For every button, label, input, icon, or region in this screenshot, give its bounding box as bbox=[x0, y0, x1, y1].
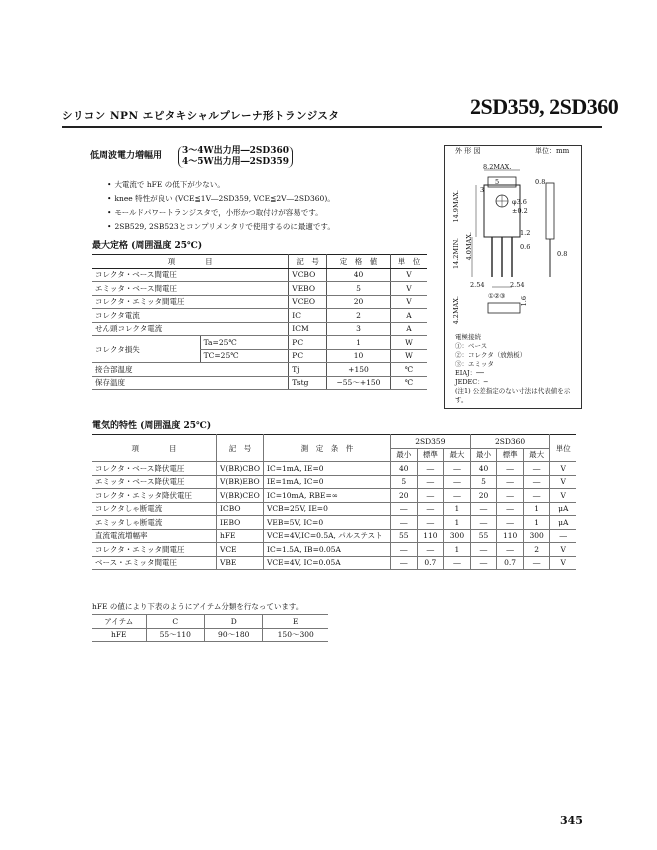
rating-symbol: Tstg bbox=[289, 376, 327, 390]
rating-item: 接合部温度 bbox=[92, 363, 289, 377]
outline-unit: 単位：mm bbox=[535, 147, 570, 155]
table-row bbox=[92, 363, 427, 377]
elec-item: ベース・エミッタ間電圧 bbox=[92, 556, 217, 570]
pin-legend bbox=[455, 333, 573, 405]
elec-unit: V bbox=[550, 489, 576, 503]
table-row bbox=[92, 615, 328, 629]
elec-item: エミッタ・ベース降伏電圧 bbox=[92, 475, 217, 489]
elec-item: エミッタしゃ断電流 bbox=[92, 516, 217, 530]
elec-value: ― bbox=[470, 516, 497, 530]
dim-3: 3 bbox=[480, 186, 485, 194]
dim-height: 14.9MAX. bbox=[452, 190, 460, 223]
pin-marks: ①②③ bbox=[488, 292, 506, 300]
elec-unit: μA bbox=[550, 502, 576, 516]
col-max: 最大 bbox=[523, 448, 550, 462]
dim-1-2: 1.2 bbox=[520, 229, 531, 237]
elec-value: ― bbox=[523, 556, 550, 570]
elec-value: ― bbox=[523, 475, 550, 489]
rating-symbol: PC bbox=[289, 349, 327, 363]
rating-unit: ℃ bbox=[391, 363, 428, 377]
elec-value: ― bbox=[444, 475, 471, 489]
elec-condition: IC=1mA, IE=0 bbox=[264, 462, 391, 476]
rating-item: エミッタ・ベース間電圧 bbox=[92, 282, 289, 296]
dim-0-8-top: 0.8 bbox=[535, 178, 546, 186]
elec-value: ― bbox=[497, 462, 524, 476]
jedec-code: JEDEC：─ bbox=[455, 378, 488, 386]
dim-pitch-2: 2.54 bbox=[510, 281, 525, 289]
elec-value: ― bbox=[470, 502, 497, 516]
rating-symbol: VCBO bbox=[289, 268, 327, 282]
rating-unit: V bbox=[391, 268, 428, 282]
rating-item: せん頭コレクタ電流 bbox=[92, 322, 289, 336]
dim-4-0: 4.0MAX. bbox=[465, 232, 473, 261]
elec-symbol: IEBO bbox=[217, 516, 264, 530]
elec-item: コレクタしゃ断電流 bbox=[92, 502, 217, 516]
rating-symbol: ICM bbox=[289, 322, 327, 336]
dim-width: 8.2MAX. bbox=[483, 163, 512, 171]
rating-condition: TC=25℃ bbox=[200, 349, 289, 363]
col-item: 項 目 bbox=[92, 255, 289, 269]
elec-value: 55 bbox=[391, 529, 418, 543]
elec-value: ― bbox=[444, 556, 471, 570]
elec-value: ― bbox=[444, 489, 471, 503]
table-row bbox=[92, 376, 427, 390]
col-2sd359: 2SD359 bbox=[391, 435, 471, 449]
outline-note: (注1) 公差指定のない寸法は代表値を示す。 bbox=[455, 387, 571, 404]
header-rule bbox=[62, 126, 602, 128]
rating-value: 2 bbox=[326, 309, 390, 323]
elec-value: ― bbox=[417, 502, 444, 516]
col-symbol: 記 号 bbox=[289, 255, 327, 269]
elec-symbol: VBE bbox=[217, 556, 264, 570]
rating-symbol: IC bbox=[289, 309, 327, 323]
elec-value: 20 bbox=[470, 489, 497, 503]
col-min: 最小 bbox=[391, 448, 418, 462]
part-numbers: 2SD359, 2SD360 bbox=[470, 94, 619, 119]
elec-value: ― bbox=[391, 556, 418, 570]
application-brace bbox=[178, 146, 293, 168]
elec-value: ― bbox=[470, 543, 497, 557]
pin-legend-title: 電極接続 bbox=[455, 333, 481, 341]
dim-lead-length: 14.2MIN. bbox=[452, 238, 460, 270]
elec-condition: IC=1.5A, IB=0.05A bbox=[264, 543, 391, 557]
elec-value: ― bbox=[497, 516, 524, 530]
table-row bbox=[92, 489, 576, 503]
pin-1: ①：ベース bbox=[455, 342, 488, 350]
elec-value: 110 bbox=[497, 529, 524, 543]
page-number: 345 bbox=[560, 814, 583, 827]
dim-0-8-side: 0.8 bbox=[557, 250, 568, 258]
dim-5: 5 bbox=[495, 178, 500, 186]
rating-symbol: VEBO bbox=[289, 282, 327, 296]
table-row bbox=[92, 282, 427, 296]
rating-unit: ℃ bbox=[391, 376, 428, 390]
pin-2: ②：コレクタ（放熱板） bbox=[455, 351, 527, 359]
outline-title: 外 形 図 bbox=[455, 147, 481, 155]
elec-value: ― bbox=[497, 475, 524, 489]
application-line2: 4～5W出力用―2SD359 bbox=[182, 157, 289, 167]
elec-value: 20 bbox=[391, 489, 418, 503]
table-row bbox=[92, 336, 427, 350]
elec-condition: VCE=4V, IC=0.05A bbox=[264, 556, 391, 570]
elec-condition: IC=10mA, RBE=∞ bbox=[264, 489, 391, 503]
table-row bbox=[92, 502, 576, 516]
dim-hole: φ3.6 ±0.2 bbox=[512, 198, 528, 215]
table-row bbox=[92, 543, 576, 557]
hfe-cell: E bbox=[263, 615, 328, 629]
rating-value: 3 bbox=[326, 322, 390, 336]
rating-unit: W bbox=[391, 349, 428, 363]
feature-list bbox=[116, 178, 335, 234]
application-label: 低周波電力増幅用 bbox=[90, 151, 163, 161]
elec-value: 40 bbox=[470, 462, 497, 476]
elec-value: ― bbox=[391, 543, 418, 557]
col-typ: 標準 bbox=[497, 448, 524, 462]
elec-value: ― bbox=[391, 516, 418, 530]
electrical-table bbox=[92, 434, 576, 570]
elec-value: 1 bbox=[444, 516, 471, 530]
col-2sd360: 2SD360 bbox=[470, 435, 550, 449]
elec-value: 300 bbox=[523, 529, 550, 543]
elec-value: 300 bbox=[444, 529, 471, 543]
elec-unit: V bbox=[550, 462, 576, 476]
elec-symbol: ICBO bbox=[217, 502, 264, 516]
elec-value: 0.7 bbox=[417, 556, 444, 570]
hfe-cell: 90～180 bbox=[205, 628, 263, 642]
col-typ: 標準 bbox=[417, 448, 444, 462]
hfe-cell: 150～300 bbox=[263, 628, 328, 642]
max-ratings-table bbox=[92, 254, 427, 390]
col-condition: 測 定 条 件 bbox=[264, 435, 391, 462]
feature-item: • 2SB529, 2SB523とコンプリメンタリで使用するのに最適です。 bbox=[116, 220, 335, 234]
elec-value: 5 bbox=[391, 475, 418, 489]
feature-item: • 大電流で hFE の低下が少ない。 bbox=[116, 178, 335, 192]
rating-item: コレクタ電流 bbox=[92, 309, 289, 323]
col-value: 定 格 値 bbox=[326, 255, 390, 269]
elec-value: ― bbox=[497, 543, 524, 557]
rating-item: コレクタ損失 bbox=[92, 336, 200, 363]
elec-condition: VEB=5V, IC=0 bbox=[264, 516, 391, 530]
table-row bbox=[92, 295, 427, 309]
elec-value: 5 bbox=[470, 475, 497, 489]
dim-4-2: 4.2MAX. bbox=[452, 296, 460, 325]
table-row bbox=[92, 516, 576, 530]
elec-value: 1 bbox=[444, 543, 471, 557]
table-row bbox=[92, 322, 427, 336]
rating-unit: V bbox=[391, 295, 428, 309]
table-row bbox=[92, 556, 576, 570]
elec-item: 直流電流増幅率 bbox=[92, 529, 217, 543]
series-title: シリコン NPN エピタキシャルプレーナ形トランジスタ bbox=[62, 110, 340, 122]
elec-value: ― bbox=[444, 462, 471, 476]
eiaj-code: EIAJ：── bbox=[455, 369, 484, 377]
elec-item: コレクタ・ベース降伏電圧 bbox=[92, 462, 217, 476]
rating-unit: W bbox=[391, 336, 428, 350]
elec-value: 40 bbox=[391, 462, 418, 476]
col-min: 最小 bbox=[470, 448, 497, 462]
elec-value: 2 bbox=[523, 543, 550, 557]
rating-condition: Ta=25℃ bbox=[200, 336, 289, 350]
elec-value: ― bbox=[497, 502, 524, 516]
elec-value: ― bbox=[523, 489, 550, 503]
rating-value: +150 bbox=[326, 363, 390, 377]
elec-value: ― bbox=[497, 489, 524, 503]
table-row bbox=[92, 529, 576, 543]
col-item: 項 目 bbox=[92, 435, 217, 462]
elec-value: 1 bbox=[523, 516, 550, 530]
elec-symbol: hFE bbox=[217, 529, 264, 543]
feature-item: • モールドパワートランジスタで，小形かつ取付けが容易です。 bbox=[116, 206, 335, 220]
rating-unit: V bbox=[391, 282, 428, 296]
hfe-cell: アイテム bbox=[92, 615, 146, 629]
table-row bbox=[92, 628, 328, 642]
hfe-class-table bbox=[92, 614, 328, 642]
rating-value: 1 bbox=[326, 336, 390, 350]
application-line1: 3～4W出力用―2SD360 bbox=[182, 146, 289, 156]
elec-value: ― bbox=[523, 462, 550, 476]
rating-item: コレクタ・エミッタ間電圧 bbox=[92, 295, 289, 309]
rating-unit: A bbox=[391, 309, 428, 323]
elec-condition: IE=1mA, IC=0 bbox=[264, 475, 391, 489]
table-row bbox=[92, 475, 576, 489]
hfe-cell: C bbox=[146, 615, 204, 629]
elec-unit: V bbox=[550, 543, 576, 557]
rating-value: 5 bbox=[326, 282, 390, 296]
elec-value: 1 bbox=[444, 502, 471, 516]
elec-unit: V bbox=[550, 475, 576, 489]
rating-symbol: VCEO bbox=[289, 295, 327, 309]
rating-value: 20 bbox=[326, 295, 390, 309]
rating-value: 40 bbox=[326, 268, 390, 282]
elec-value: ― bbox=[417, 475, 444, 489]
elec-unit: V bbox=[550, 556, 576, 570]
elec-item: コレクタ・エミッタ間電圧 bbox=[92, 543, 217, 557]
dim-1-6: 1.6 bbox=[520, 296, 528, 307]
elec-value: ― bbox=[417, 462, 444, 476]
elec-value: 55 bbox=[470, 529, 497, 543]
rating-unit: A bbox=[391, 322, 428, 336]
max-ratings-title: 最大定格 (周囲温度 25℃) bbox=[92, 241, 203, 251]
hfe-cell: 55～110 bbox=[146, 628, 204, 642]
hfe-class-note: hFE の値により下表のようにアイテム分類を行なっています。 bbox=[92, 602, 304, 611]
hfe-cell: D bbox=[205, 615, 263, 629]
elec-value: ― bbox=[417, 543, 444, 557]
elec-value: ― bbox=[417, 489, 444, 503]
dim-0-6: 0.6 bbox=[520, 243, 531, 251]
elec-value: 110 bbox=[417, 529, 444, 543]
col-unit: 単位 bbox=[550, 435, 576, 462]
elec-symbol: VCE bbox=[217, 543, 264, 557]
table-row bbox=[92, 462, 576, 476]
dim-pitch-1: 2.54 bbox=[470, 281, 485, 289]
table-row bbox=[92, 268, 427, 282]
rating-item: コレクタ・ベース間電圧 bbox=[92, 268, 289, 282]
elec-value: ― bbox=[417, 516, 444, 530]
elec-symbol: V(BR)EBO bbox=[217, 475, 264, 489]
elec-unit: μA bbox=[550, 516, 576, 530]
elec-condition: VCE=4V,IC=0.5A, パルステスト bbox=[264, 529, 391, 543]
elec-value: 0.7 bbox=[497, 556, 524, 570]
elec-value: 1 bbox=[523, 502, 550, 516]
table-row bbox=[92, 309, 427, 323]
rating-value: 10 bbox=[326, 349, 390, 363]
rating-symbol: PC bbox=[289, 336, 327, 350]
pin-3: ③：エミッタ bbox=[455, 360, 494, 368]
elec-unit: ― bbox=[550, 529, 576, 543]
col-unit: 単 位 bbox=[391, 255, 428, 269]
rating-symbol: Tj bbox=[289, 363, 327, 377]
elec-value: ― bbox=[391, 502, 418, 516]
col-symbol: 記 号 bbox=[217, 435, 264, 462]
elec-symbol: V(BR)CBO bbox=[217, 462, 264, 476]
feature-item: • knee 特性が良い (VCE≦1V―2SD359, VCE≦2V―2SD360)。 bbox=[116, 192, 335, 206]
electrical-title: 電気的特性 (周囲温度 25℃) bbox=[92, 421, 212, 431]
elec-item: コレクタ・エミッタ降伏電圧 bbox=[92, 489, 217, 503]
rating-value: −55～+150 bbox=[326, 376, 390, 390]
elec-value: ― bbox=[470, 556, 497, 570]
elec-condition: VCB=25V, IE=0 bbox=[264, 502, 391, 516]
hfe-cell: hFE bbox=[92, 628, 146, 642]
col-max: 最大 bbox=[444, 448, 471, 462]
rating-item: 保存温度 bbox=[92, 376, 289, 390]
elec-symbol: V(BR)CEO bbox=[217, 489, 264, 503]
